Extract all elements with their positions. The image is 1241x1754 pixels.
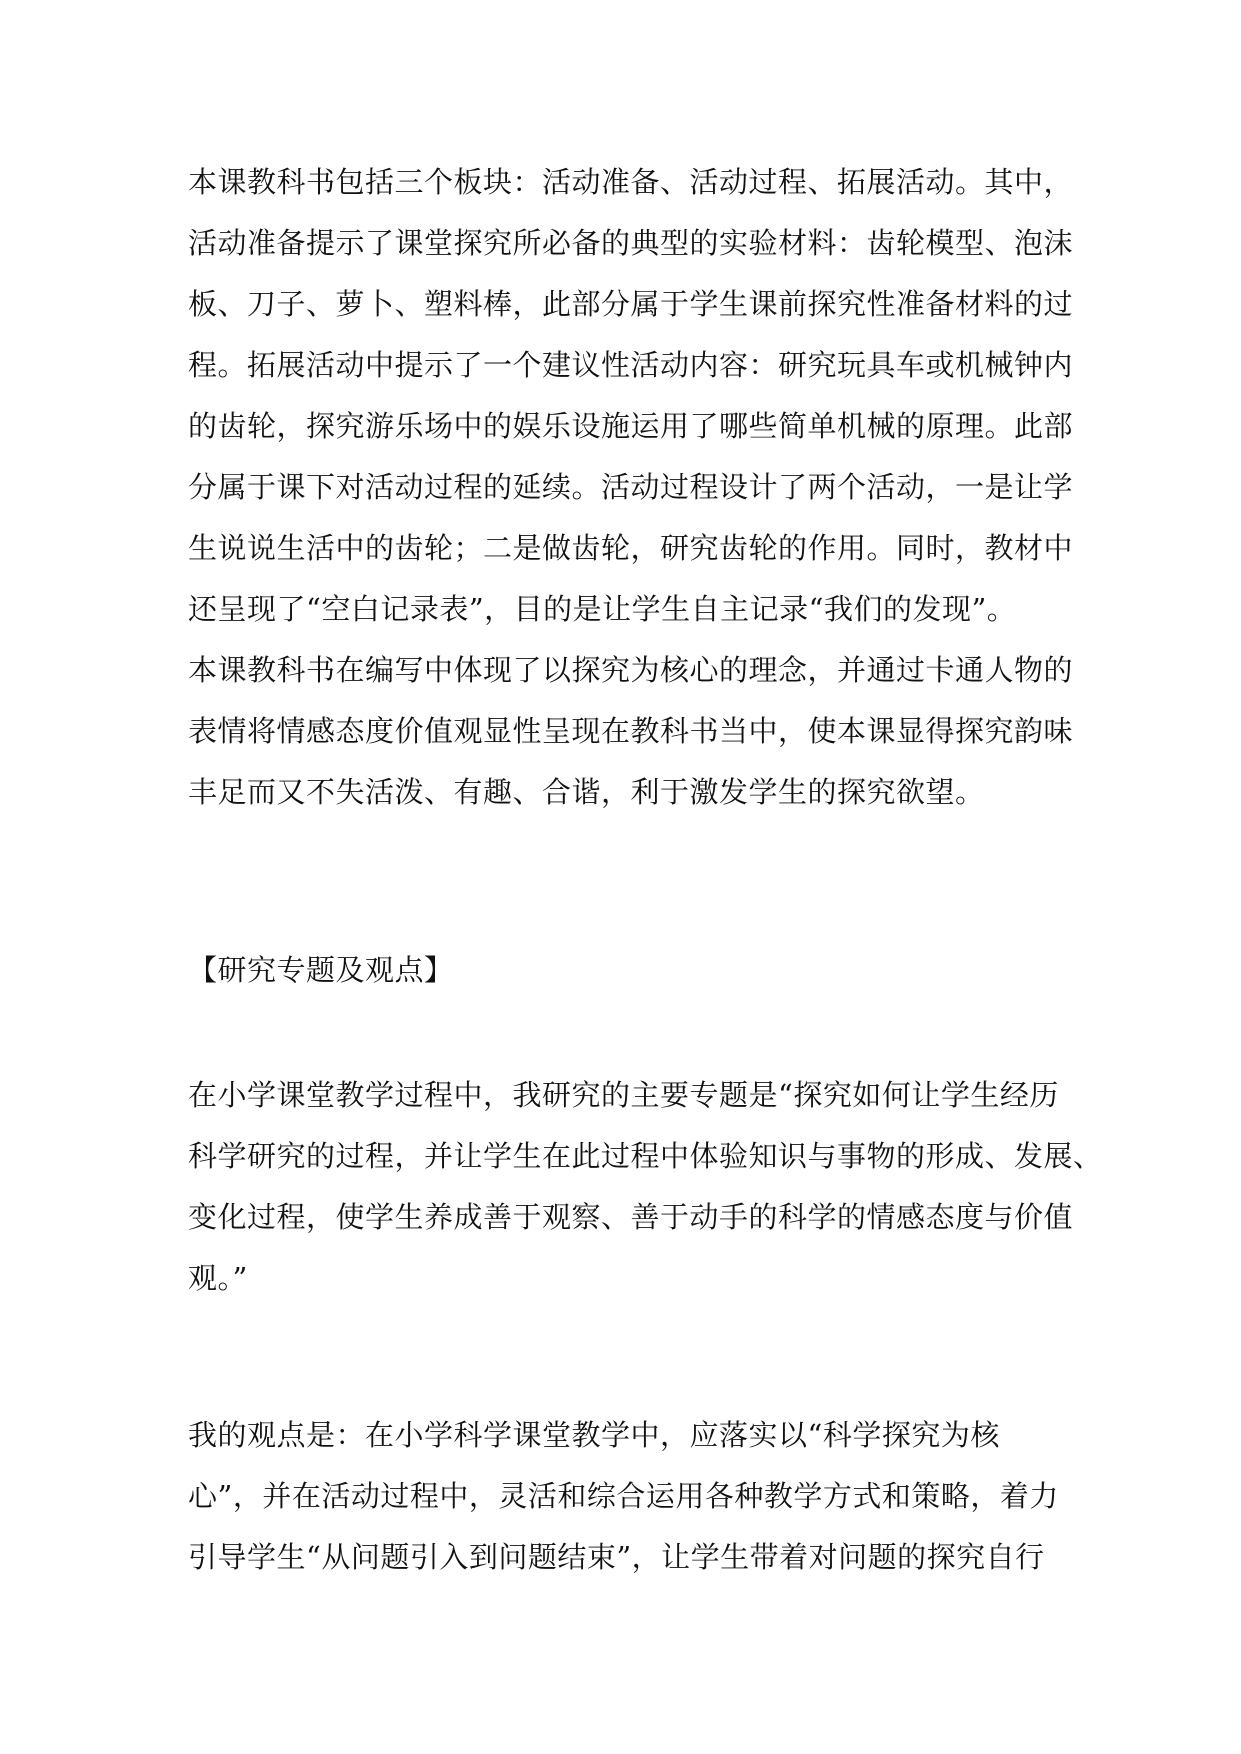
section-heading [188,940,1058,1001]
text-line: 心”，并在活动过程中，灵活和综合运用各种教学方式和策略，着力 [188,1479,1059,1513]
text-line: 生说说生活中的齿轮；二是做齿轮，研究齿轮的作用。同时，教材中 [188,531,1074,565]
text-line: 本课教科书包括三个板块：活动准备、活动过程、拓展活动。其中， [188,165,1074,199]
text-line: 活动准备提示了课堂探究所必备的典型的实验材料：齿轮模型、泡沫 [188,226,1074,260]
text-line: 科学研究的过程，并让学生在此过程中体验知识与事物的形成、发展、 [188,1139,1103,1173]
text-line: 我的观点是：在小学科学课堂教学中，应落实以“科学探究为核 [188,1418,1000,1452]
text-line: 还呈现了“空白记录表”，目的是让学生自主记录“我们的发现”。 [188,592,1017,626]
text-line: 引导学生“从问题引入到问题结束”，让学生带着对问题的探究自行 [188,1540,1045,1574]
text-line: 板、刀子、萝卜、塑料棒，此部分属于学生课前探究性准备材料的过 [188,287,1074,321]
text-line: 变化过程，使学生养成善于观察、善于动手的科学的情感态度与价值 [188,1200,1074,1234]
paragraph-research-topic [188,1065,1103,1309]
paragraph-textbook-structure [188,152,1074,823]
text-line: 程。拓展活动中提示了一个建议性活动内容：研究玩具车或机械钟内 [188,348,1074,382]
text-line: 表情将情感态度价值观显性呈现在教科书当中，使本课显得探究韵味 [188,714,1074,748]
paragraph-viewpoint [188,1405,1058,1588]
text-line: 丰足而又不失活泼、有趣、合谐，利于激发学生的探究欲望。 [188,775,985,809]
text-line: 在小学课堂教学过程中，我研究的主要专题是“探究如何让学生经历 [188,1078,1059,1112]
text-line: 的齿轮，探究游乐场中的娱乐设施运用了哪些简单机械的原理。此部 [188,409,1074,443]
text-line: 本课教科书在编写中体现了以探究为核心的理念，并通过卡通人物的 [188,653,1074,687]
section-heading-text: 【研究专题及观点】 [188,953,454,987]
text-line: 观。” [188,1261,248,1295]
text-line: 分属于课下对活动过程的延续。活动过程设计了两个活动，一是让学 [188,470,1074,504]
